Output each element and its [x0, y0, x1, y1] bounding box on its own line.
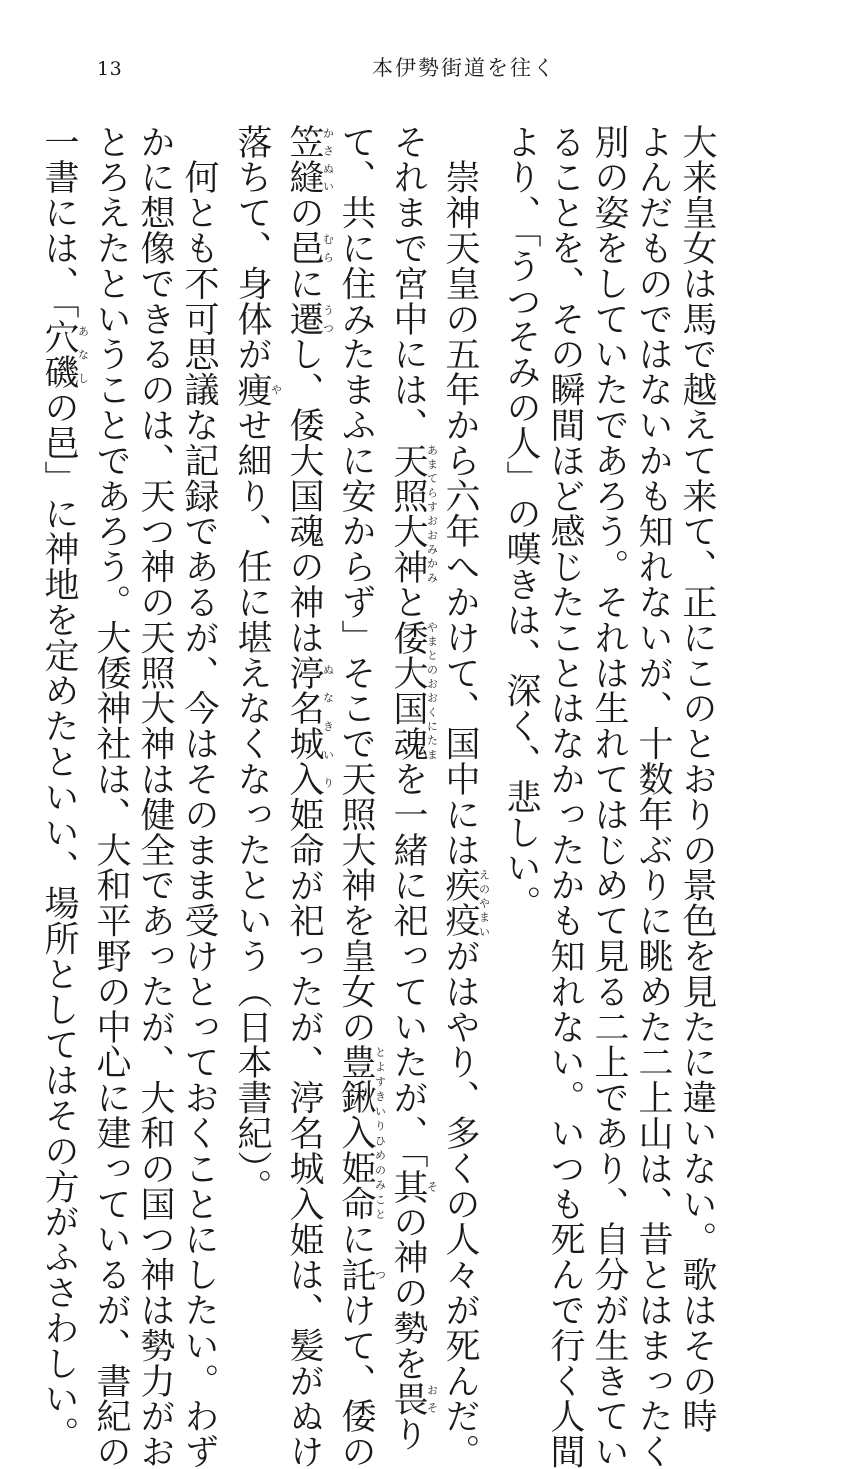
- furigana: ぬなきいり: [321, 655, 335, 797]
- running-title: 本伊勢街道を往く: [372, 56, 556, 80]
- text-line: 何とも不可思議な記録であるが、今はそのまま受けとっておくことにしたい。わず: [179, 124, 219, 1469]
- furigana: うつ: [321, 301, 335, 337]
- furigana: えのやまい: [477, 867, 491, 939]
- furigana: あまてらすおおみかみ: [425, 442, 439, 585]
- furigana: かさぬい: [321, 124, 335, 195]
- furigana: やまとのおおくにたま: [425, 619, 439, 762]
- text-line: 崇神天皇の五年から六年へかけて、国中には疾疫えのやまいがはやり、多くの人々が死んだ。: [440, 124, 491, 1469]
- text-line: 落ちて、身体が痩やせ細り、任に堪えなくなったという（日本書紀）。: [232, 124, 283, 1204]
- paragraph-2: [230, 124, 491, 1469]
- furigana: つ: [373, 1256, 387, 1293]
- furigana: とよすきいりひめのみこと: [373, 1044, 387, 1222]
- text-line: て、共に住みたまふに安からず」そこで天照大神を皇女の豊鍬入姫命とよすきいりひめのみことに託つけて、倭の: [336, 124, 387, 1469]
- furigana: や: [269, 371, 283, 408]
- text-line: 笠縫かさぬいの邑むらに遷うつし、倭大国魂の神は渟名城入ぬなきいり姫命が祀ったが、渟名城入姫は、髪がぬけ: [284, 124, 335, 1469]
- furigana: おそ: [425, 1380, 439, 1417]
- paragraph-spacer: [221, 124, 230, 1139]
- text-line: よんだものではないかも知れないが、十数年ぶりに眺めた二上山は、昔とはまったく: [633, 124, 673, 1469]
- vertical-text-body: [37, 124, 719, 1469]
- paragraph-spacer: [490, 124, 499, 1139]
- text-line: より、「うつそみの人」の嘆きは、深く、悲しい。: [501, 124, 541, 921]
- text-line: それまで宮中には、天照大神あまてらすおおみかみと倭大国魂やまとのおおくにたまを一緒に祀っていたが、「其その神の勢を畏おそり: [388, 124, 439, 1452]
- text-line: とろえたということであろう。大倭神社は、大和平野の中心に建っているが、書紀の: [91, 124, 131, 1469]
- text-line: ることを、その瞬間ほど感じたことはなかったかも知れない。いつも死んで行く人間: [545, 124, 585, 1469]
- furigana: むら: [321, 230, 335, 266]
- page-number: 13: [97, 58, 123, 80]
- furigana: あなし: [76, 318, 90, 390]
- text-line: かに想像できるのは、天つ神の天照大神は健全であったが、大和の国つ神は勢力がお: [135, 124, 175, 1469]
- text-line: 別の姿をしていたであろう。それは生れてはじめて見る二上であり、自分が生きてい: [589, 124, 629, 1469]
- text-line: 大来皇女は馬で越えて来て、正にこのとおりの景色を見たに違いない。歌はその時: [677, 124, 717, 1434]
- paragraph-1: [499, 124, 719, 1469]
- furigana: そ: [425, 1168, 439, 1204]
- paragraph-3: [37, 124, 221, 1469]
- text-line: 一書には、「穴磯あなしの邑」に神地を定めたといい、場所としてはその方がふさわしい。: [39, 124, 90, 1452]
